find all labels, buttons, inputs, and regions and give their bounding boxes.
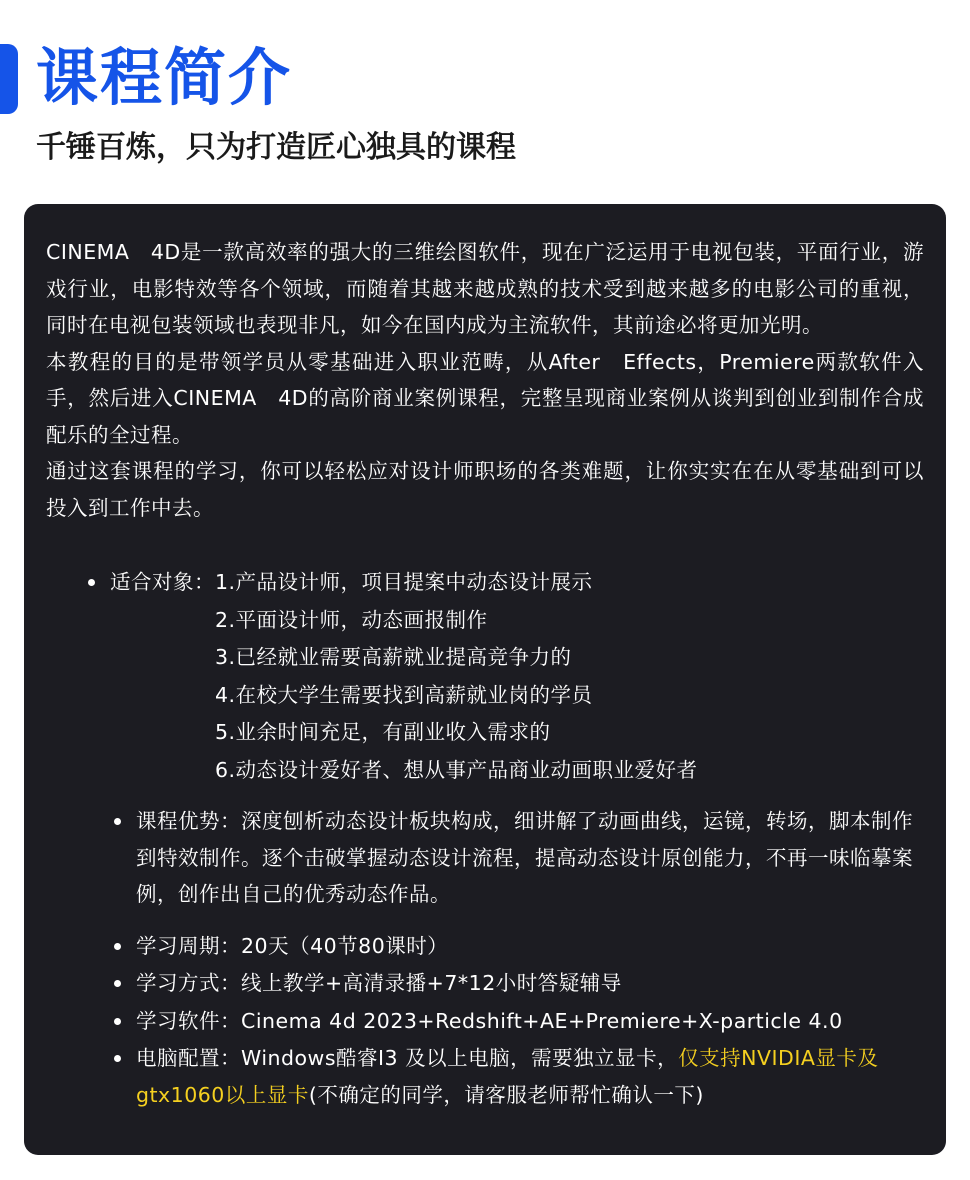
course-details-list xyxy=(46,564,924,1113)
hardware-prefix: 电脑配置：Windows酷睿I3 及以上电脑，需要独立显卡， xyxy=(136,1046,679,1070)
bullet-dot-icon xyxy=(88,579,95,586)
hardware-suffix: (不确定的同学，请客服老师帮忙确认一下) xyxy=(308,1082,704,1107)
audience-item: 5.业余时间充足，有副业收入需求的 xyxy=(215,720,551,744)
list-item-period xyxy=(46,928,924,965)
audience-item: 6.动态设计爱好者、想从事产品商业动画职业爱好者 xyxy=(215,757,698,782)
audience-item: 4.在校大学生需要找到高薪就业岗的学员 xyxy=(215,682,593,707)
audience-item: 3.已经就业需要高薪就业提高竞争力的 xyxy=(215,645,572,669)
period-text: 学习周期：20天（40节80课时） xyxy=(136,933,449,958)
list-item-hardware xyxy=(46,1040,924,1113)
intro-section xyxy=(46,234,924,526)
audience-list xyxy=(215,564,698,788)
page-title: 课程简介 xyxy=(36,41,293,114)
bullet-dot-icon xyxy=(114,1055,121,1062)
bullet-dot-icon xyxy=(114,1018,121,1025)
method-text: 学习方式：线上教学+高清录播+7*12小时答疑辅导 xyxy=(136,971,622,995)
bullet-dot-icon xyxy=(114,943,121,950)
list-item-advantages xyxy=(46,803,924,913)
audience-item: 1.产品设计师，项目提案中动态设计展示 xyxy=(215,570,593,594)
page-subtitle: 千锤百炼，只为打造匠心独具的课程 xyxy=(36,130,516,165)
audience-item: 2.平面设计师，动态画报制作 xyxy=(215,607,488,632)
audience-block xyxy=(46,564,924,788)
list-item-method xyxy=(46,965,924,1002)
hardware-highlight: 仅支持NVIDIA显卡及gtx1060以上显卡 xyxy=(136,1046,879,1107)
audience-label: 适合对象： xyxy=(110,570,215,594)
bullet-dot-icon xyxy=(114,818,121,825)
intro-paragraph: 本教程的目的是带领学员从零基础进入职业范畴，从After Effects，Premiere两款软件入手，然后进入CINEMA 4D的高阶商业案例课程，完整呈现商业案例从谈判到创业到制作合成配乐的全过程。 xyxy=(46,349,924,447)
software-text: 学习软件：Cinema 4d 2023+Redshift+AE+Premiere+X-particle 4.0 xyxy=(136,1008,843,1033)
bullet-dot-icon xyxy=(114,980,121,987)
list-item-audience xyxy=(46,564,924,788)
advantages-text: 课程优势：深度刨析动态设计板块构成，细讲解了动画曲线，运镜，转场，脚本制作到特效制作。逐个击破掌握动态设计流程，提高动态设计原创能力，不再一味临摹案例，创作出自己的优秀动态作品。 xyxy=(136,809,913,906)
course-info-card xyxy=(24,204,946,1155)
list-item-software xyxy=(46,1003,924,1040)
intro-paragraph: CINEMA 4D是一款高效率的强大的三维绘图软件，现在广泛运用于电视包装，平面行业，游戏行业，电影特效等各个领域，而随着其越来越成熟的技术受到越来越多的电影公司的重视，同时在电视包装领域也表现非凡，如今在国内成为主流软件，其前途必将更加光明。 xyxy=(46,240,924,337)
title-accent-bar xyxy=(0,44,18,114)
intro-paragraph: 通过这套课程的学习，你可以轻松应对设计师职场的各类难题，让你实实在在从零基础到可以投入到工作中去。 xyxy=(46,459,924,520)
